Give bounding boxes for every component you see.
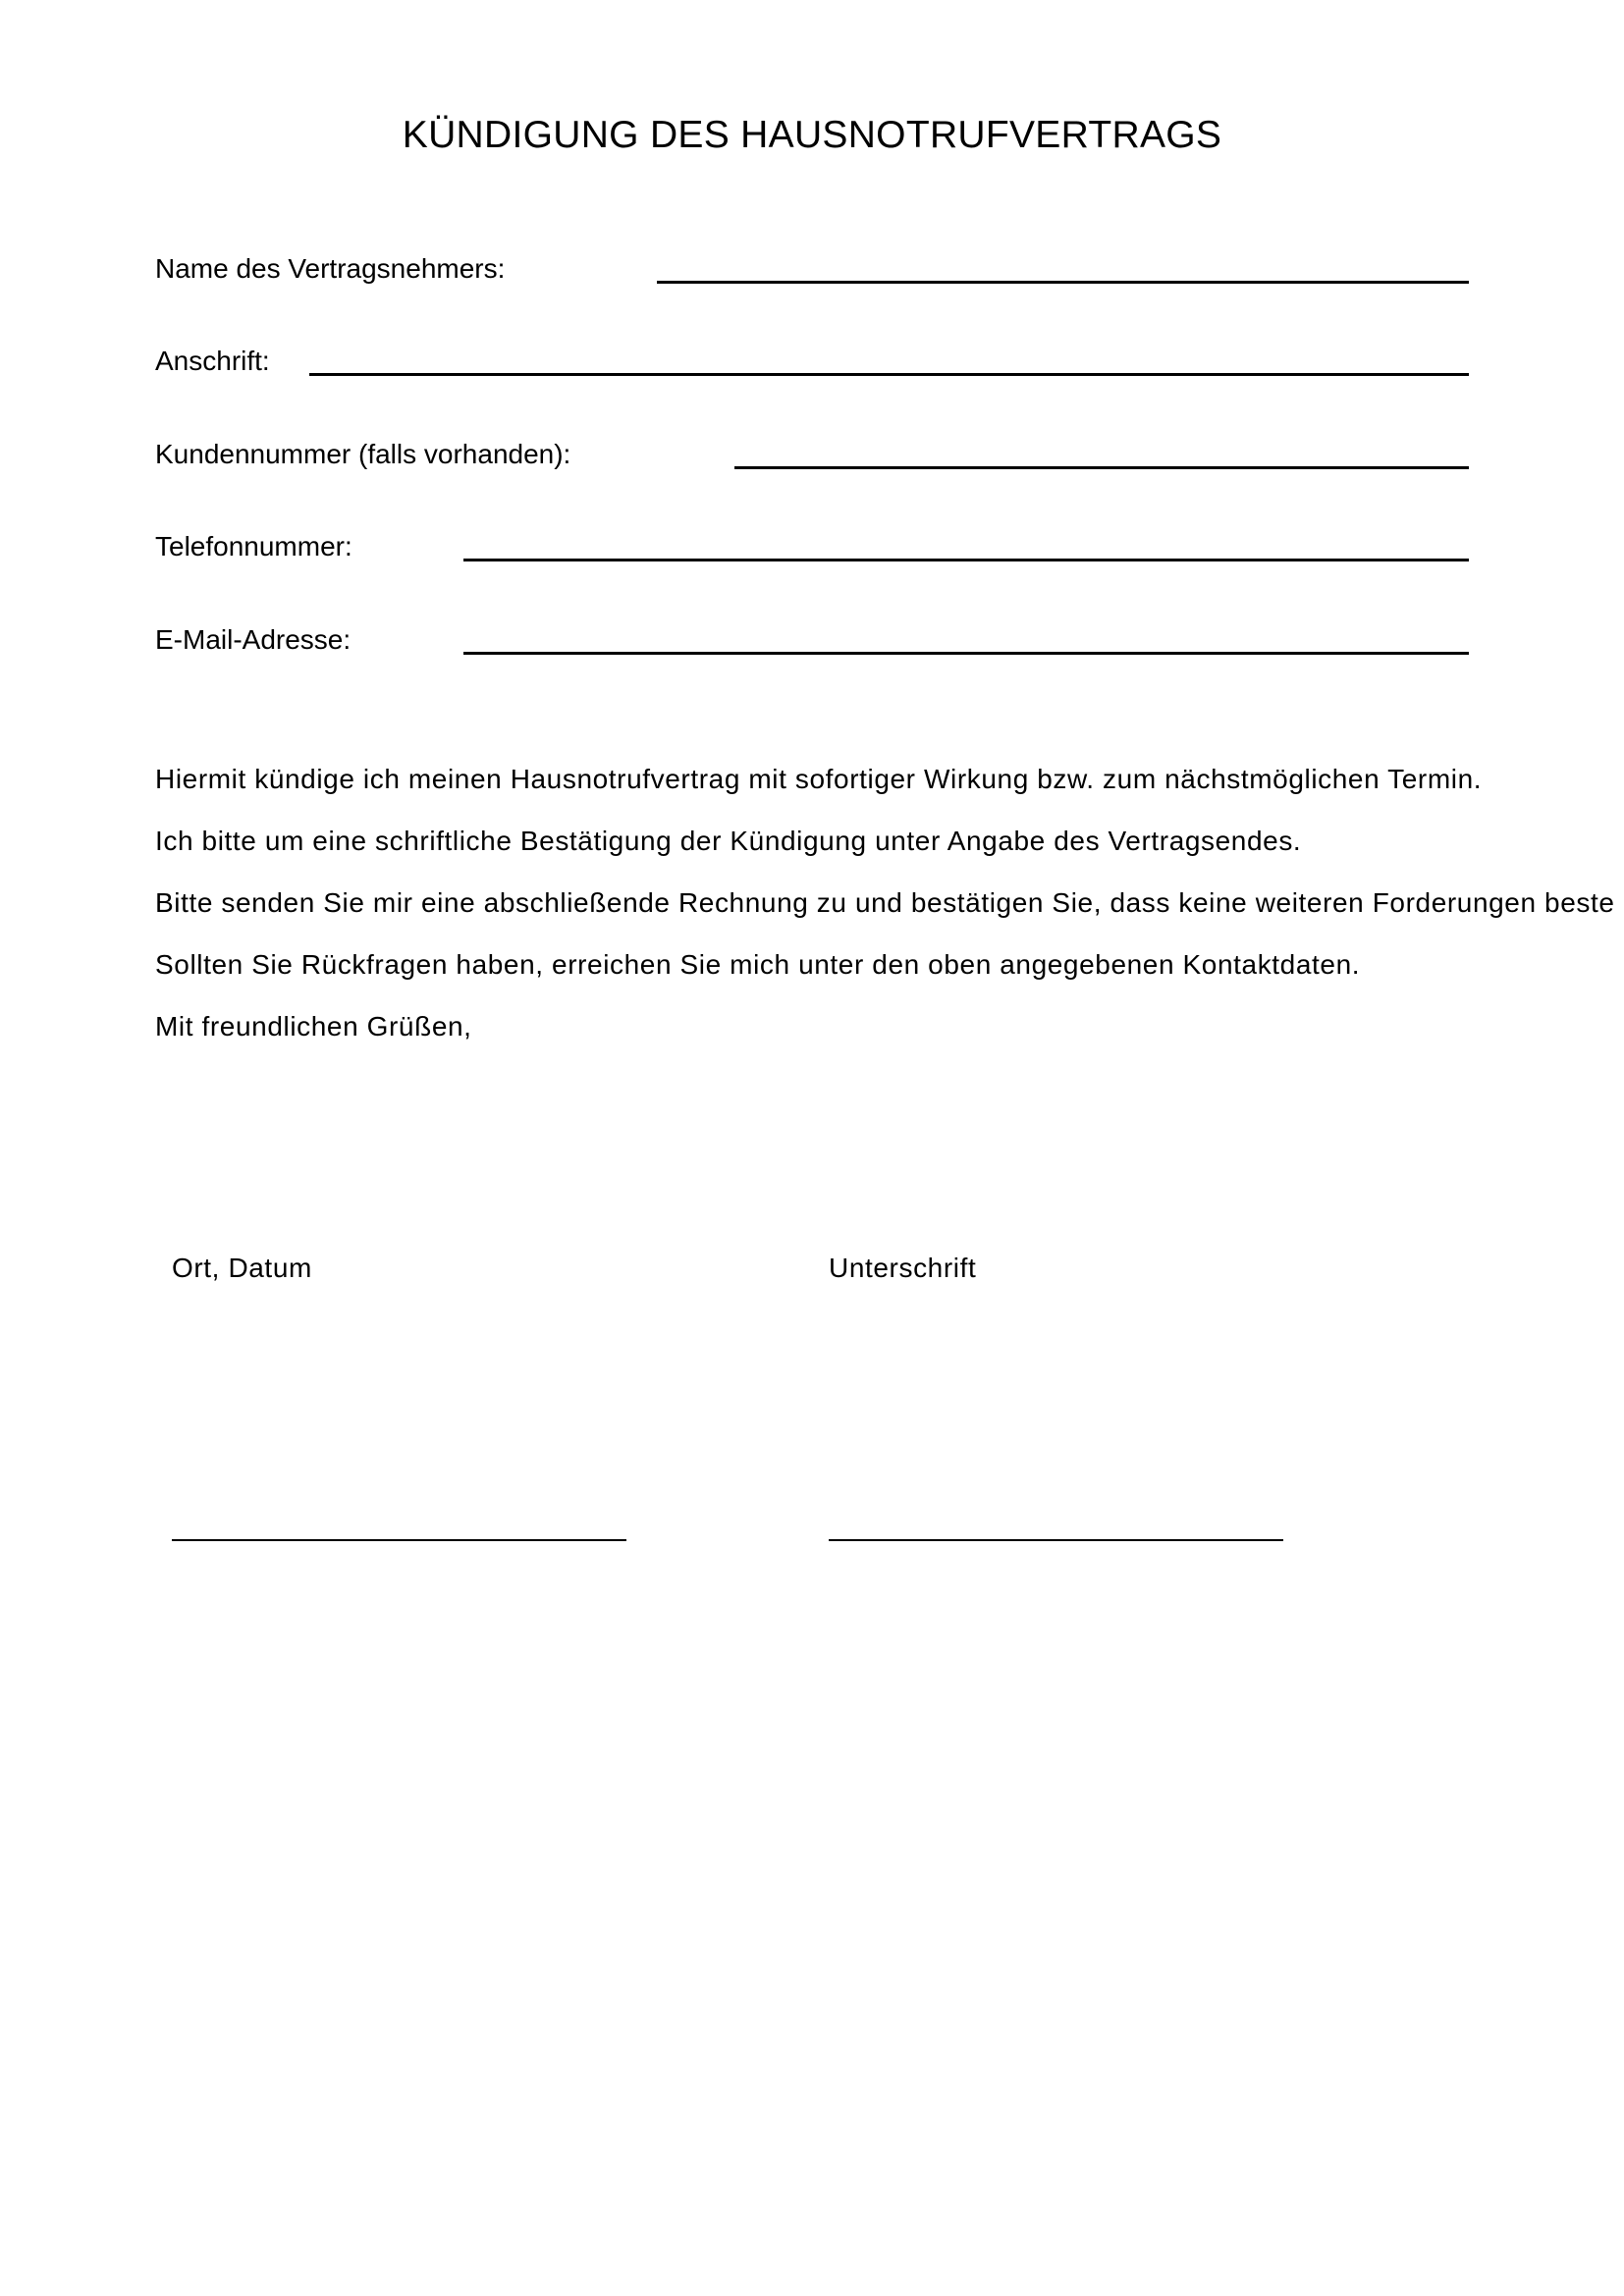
field-customer-number <box>155 437 1469 480</box>
field-phone <box>155 529 1469 572</box>
body-paragraph-confirmation: Ich bitte um eine schriftliche Bestätigung der Kündigung unter Angabe des Vertragsendes. <box>155 826 1302 856</box>
address-fill-line[interactable] <box>309 373 1469 376</box>
body-closing: Mit freundlichen Grüßen, <box>155 1011 472 1041</box>
letter-body <box>155 760 1618 1069</box>
field-address <box>155 344 1469 387</box>
page-title: KÜNDIGUNG DES HAUSNOTRUFVERTRAGS <box>402 114 1222 156</box>
field-label-address: Anschrift: <box>155 346 270 376</box>
field-label-phone: Telefonnummer: <box>155 531 352 561</box>
body-paragraph-final-invoice: Bitte senden Sie mir eine abschließende Rechnung zu und bestätigen Sie, dass keine weiteren Forderungen beste <box>155 887 1615 918</box>
phone-fill-line[interactable] <box>463 559 1469 561</box>
field-label-name: Name des Vertragsnehmers: <box>155 253 506 284</box>
body-paragraph-termination: Hiermit kündige ich meinen Hausnotrufvertrag mit sofortiger Wirkung bzw. zum nächstmöglichen Termin. <box>155 764 1483 794</box>
field-label-customer-number: Kundennummer (falls vorhanden): <box>155 439 571 469</box>
signature-label: Unterschrift <box>829 1253 977 1283</box>
place-date-line[interactable] <box>172 1539 626 1541</box>
place-date-label: Ort, Datum <box>172 1253 312 1283</box>
signature-line[interactable] <box>829 1539 1283 1541</box>
field-contract-holder-name <box>155 251 1469 294</box>
body-paragraph-contact: Sollten Sie Rückfragen haben, erreichen Sie mich unter den oben angegebenen Kontaktdaten. <box>155 949 1361 980</box>
field-label-email: E-Mail-Adresse: <box>155 624 352 655</box>
field-email <box>155 622 1469 666</box>
customer-number-fill-line[interactable] <box>734 466 1469 469</box>
email-fill-line[interactable] <box>463 652 1469 655</box>
name-fill-line[interactable] <box>657 281 1469 284</box>
